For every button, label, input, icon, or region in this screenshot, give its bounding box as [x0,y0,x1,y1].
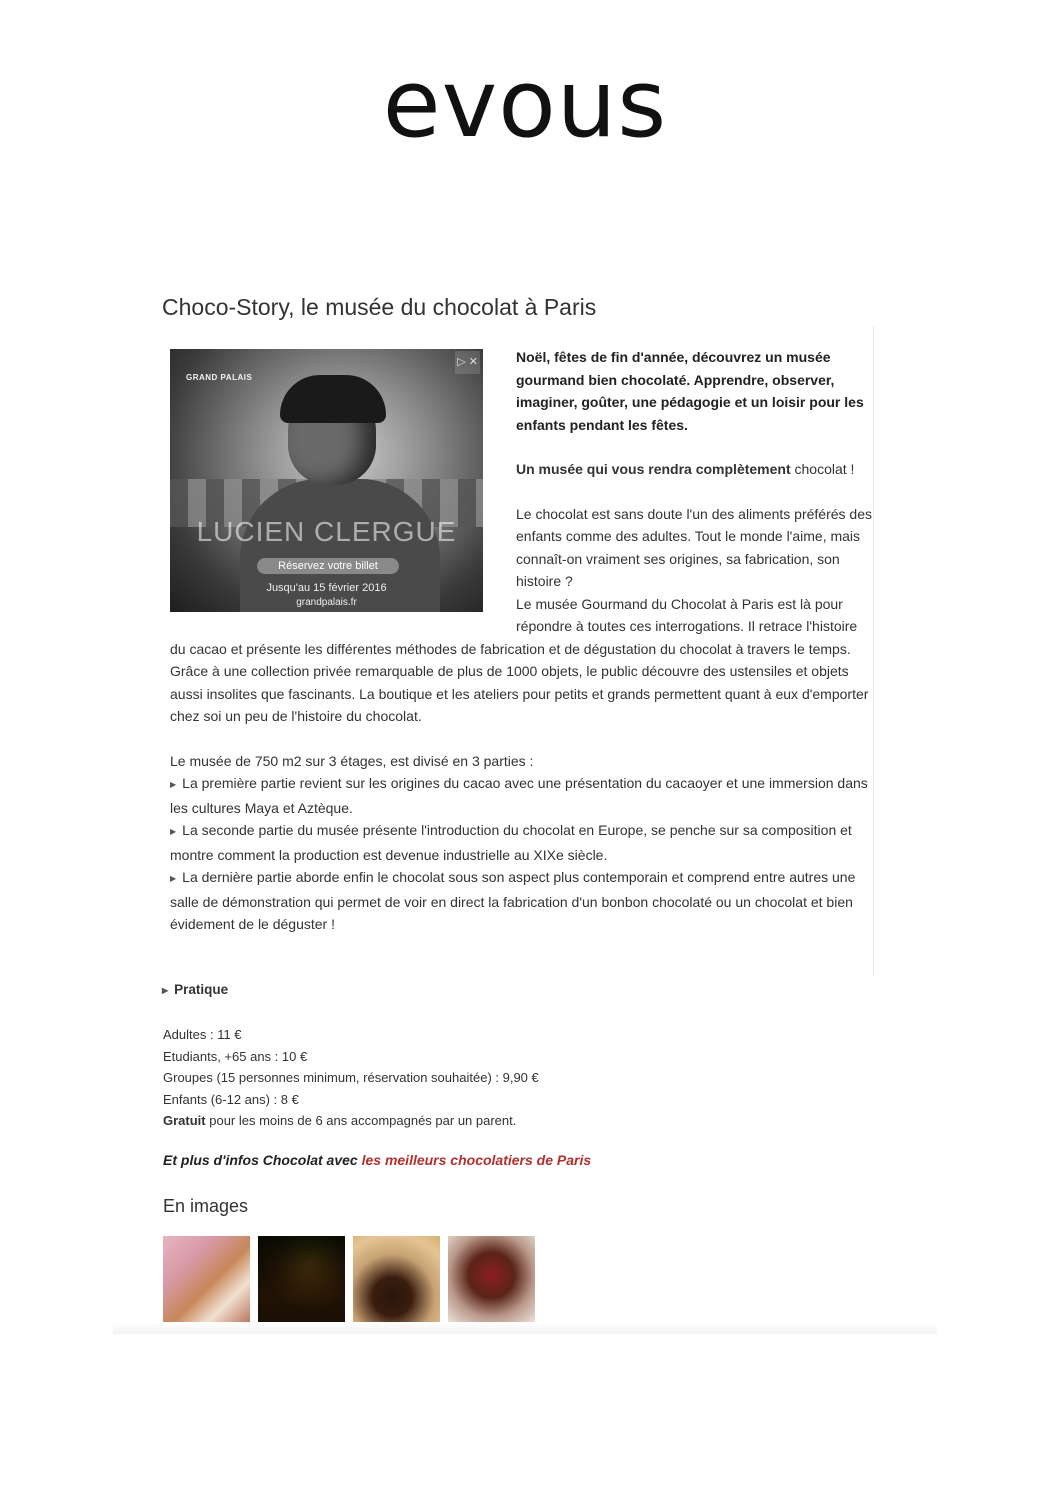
section-text: La dernière partie aborde enfin le chocolat sous son aspect plus contemporain et comprend entre autres une salle de démonstration qui permet de voir en direct la fabrication d'un bonbon chocolaté ou un chocolat et bien évidement de le déguster ! [170,869,856,932]
paragraph-origins: Le chocolat est sans doute l'un des aliments préférés des enfants comme des adultes. Tout le monde l'aime, mais connaît-on vraiment ses origines, sa fabrication, son histoire ? [516,505,872,589]
section-item [170,772,874,819]
price-list [163,1024,539,1132]
free-entry [163,1110,539,1132]
advertisement-banner[interactable] [170,349,483,612]
gallery-thumbnail-chocolate-making[interactable] [353,1236,440,1323]
section-item [170,819,874,866]
bullet-icon: ▶ [170,827,177,836]
free-entry-bold: Gratuit [163,1113,206,1128]
free-entry-rest: pour les moins de 6 ans accompagnés par un parent. [205,1113,517,1128]
gallery-thumbnail-museum-interior[interactable] [163,1236,250,1323]
ad-date: Jusqu'au 15 février 2016 [266,582,387,594]
bullet-icon: ▶ [162,986,169,995]
paragraph-museum: Le musée Gourmand du Chocolat à Paris est là pour répondre à toutes ces interrogations. Il retrace l'histoire du cacao et présente les différentes méthodes de fabrication et de dégustation du chocolat à travers le temps. Grâce à une collection privée remarquable de plus de 1000 objets, le public découvre des ustensiles et objets aussi insolites que fascinants. La boutique et les ateliers pour petits et grands permettent quant à eux d'emporter chez soi un peu de l'histoire du chocolat. [170,595,869,724]
ad-url[interactable]: grandpalais.fr [296,597,357,608]
chocolatiers-link[interactable]: les meilleurs chocolatiers de Paris [361,1152,592,1168]
ad-book-button[interactable]: Réservez votre billet [257,558,399,574]
price-item: Adultes : 11 € [163,1027,242,1042]
more-info-text: Et plus d'infos Chocolat avec [163,1152,362,1168]
section-item [170,866,874,936]
article-body [170,346,874,936]
ad-portrait-hair [280,375,386,423]
pratique-heading-label: Pratique [174,982,229,997]
price-item: Groupes (15 personnes minimum, réservation souhaitée) : 9,90 € [163,1070,539,1085]
more-info [163,1152,591,1168]
bullet-icon: ▶ [170,780,177,789]
article-title: Choco-Story, le musée du chocolat à Paris [162,294,597,320]
gallery-thumbnail-chocolate-display[interactable] [448,1236,535,1323]
sections-intro: Le musée de 750 m2 sur 3 étages, est divisé en 3 parties : [170,752,534,769]
site-logo[interactable]: evous [382,50,668,159]
price-item: Etudiants, +65 ans : 10 € [163,1048,308,1064]
pratique-heading [162,982,228,997]
tagline-bold: Un musée qui vous rendra complètement [516,461,791,477]
section-text: La seconde partie du musée présente l'introduction du chocolat en Europe, se penche sur sa composition et montre comment la production est devenue industrielle au XIXe siècle. [170,822,852,863]
ad-brand-label: GRAND PALAIS [186,373,253,382]
section-text: La première partie revient sur les origines du cacao avec une présentation du cacaoyer et une immersion dans les cultures Maya et Aztèque. [170,775,868,816]
ad-artist-name: LUCIEN CLERGUE [196,516,457,547]
gallery-thumbnail-cacao-beans[interactable] [258,1236,345,1323]
page-bottom-shadow [113,1322,937,1334]
gallery-title: En images [163,1196,249,1216]
ad-close-icon[interactable]: ▷ ✕ [455,351,480,374]
tagline-rest: chocolat ! [790,461,855,477]
bullet-icon: ▶ [170,874,177,883]
image-gallery [163,1236,535,1323]
intro-paragraph: Noël, fêtes de fin d'année, découvrez un musée gourmand bien chocolaté. Apprendre, observer, imaginer, goûter, une pédagogie et un loisir pour les enfants pendant les fêtes. [516,349,864,433]
price-item: Enfants (6-12 ans) : 8 € [163,1091,299,1107]
